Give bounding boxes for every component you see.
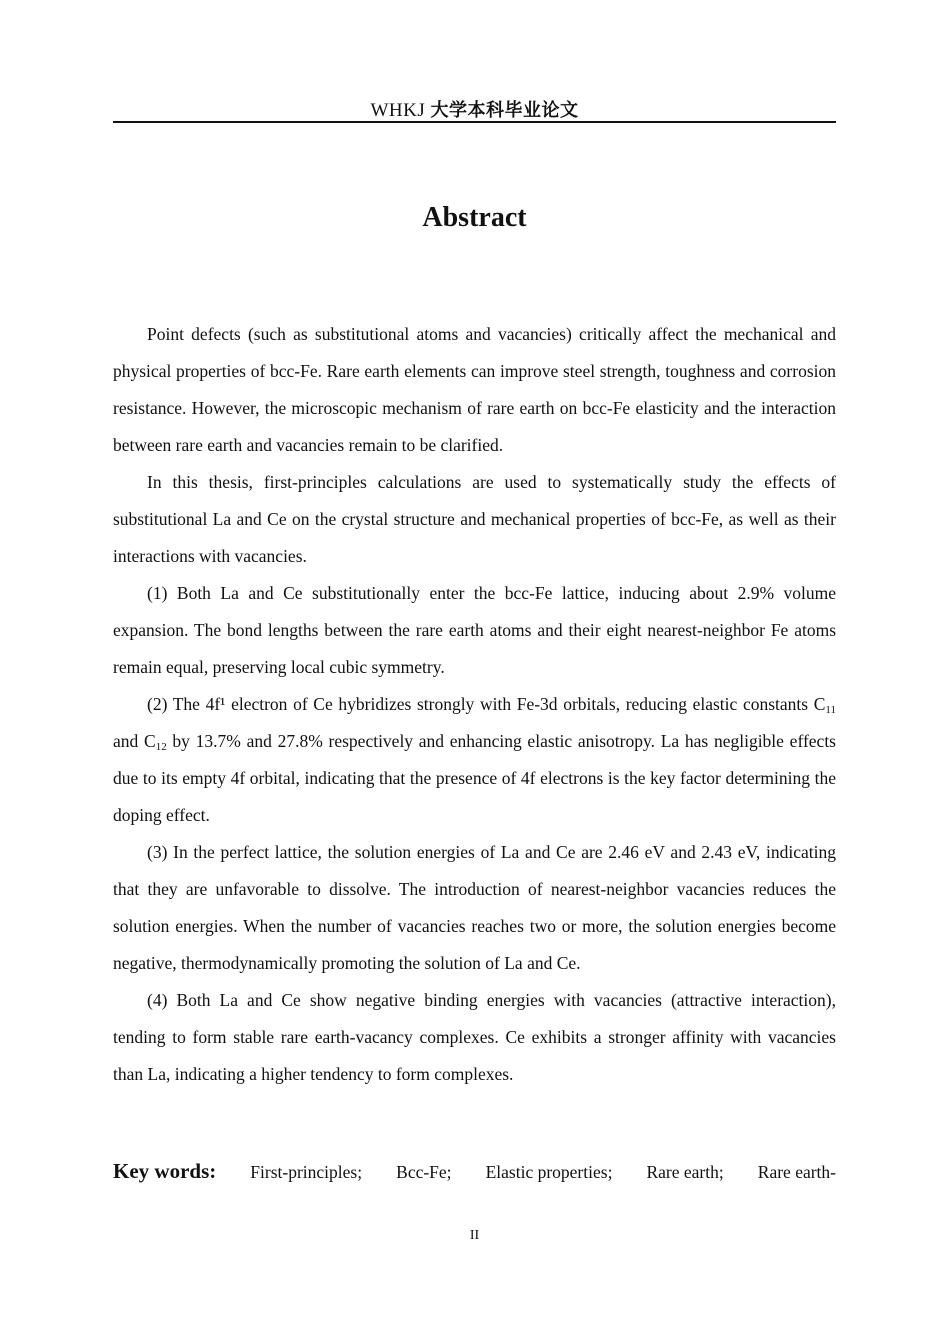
header-rule [113,121,836,123]
c11-subscript: 11 [825,704,836,716]
c12-symbol: C [144,731,156,751]
header-title-latin: WHKJ [370,100,426,121]
keyword-item: Rare earth- [757,1162,836,1182]
paragraph-intro: Point defects (such as substitutional atoms and vacancies) critically affect the mechanical and physical properties of bcc-Fe. Rare earth elements can improve steel strength, toughness and corrosion resistance. However, the microscopic mechanism of rare earth on bcc-Fe elasticity and the interaction between rare earth and vacancies remain to be clarified. [113,324,836,455]
keyword-item: Rare earth; [646,1162,724,1182]
abstract-title: Abstract [422,202,527,233]
page-number: II [469,1228,480,1243]
header-title-cn: 大学本科毕业论文 [430,100,579,121]
keywords-line [113,1153,836,1191]
finding-2-text-end: by 13.7% and 27.8% respectively and enhancing elastic anisotropy. La has negligible effects due to its empty 4f orbital, indicating that the presence of 4f electrons is the key factor determining the doping effect. [113,731,836,825]
keyword-item: Elastic properties; [485,1162,613,1182]
paragraph-finding-1: (1) Both La and Ce substitutionally enter the bcc-Fe lattice, inducing about 2.9% volume expansion. The bond lengths between the rare earth atoms and their eight nearest-neighbor Fe atoms remain equal, preserving local cubic symmetry. [113,583,836,677]
c12-subscript: 12 [155,741,167,753]
keyword-item: First-principles; [250,1162,363,1182]
c11-symbol: C [813,694,826,714]
finding-2-text-start: (2) The 4f¹ electron of Ce hybridizes strongly with Fe-3d orbitals, reducing elastic constants [147,694,814,714]
running-header [113,96,836,122]
and-text: and [113,731,144,751]
keywords-label: Key words: [113,1159,217,1183]
paragraph-finding-3: (3) In the perfect lattice, the solution energies of La and Ce are 2.46 eV and 2.43 eV, indicating that they are unfavorable to dissolve. The introduction of nearest-neighbor vacancies reduces the solution energies. When the number of vacancies reaches two or more, the solution energies become negative, thermodynamically promoting the solution of La and Ce. [113,842,836,973]
abstract-body [113,316,836,1093]
paragraph-finding-4: (4) Both La and Ce show negative binding energies with vacancies (attractive interaction), tending to form stable rare earth-vacancy complexes. Ce exhibits a stronger affinity with vacancies than La, indicating a higher tendency to form complexes. [113,990,836,1084]
paragraph-finding-2 [113,686,836,834]
paragraph-thesis-scope: In this thesis, first-principles calculations are used to systematically study the effects of substitutional La and Ce on the crystal structure and mechanical properties of bcc-Fe, as well as their interactions with vacancies. [113,472,836,566]
keyword-item: Bcc-Fe; [396,1162,452,1182]
